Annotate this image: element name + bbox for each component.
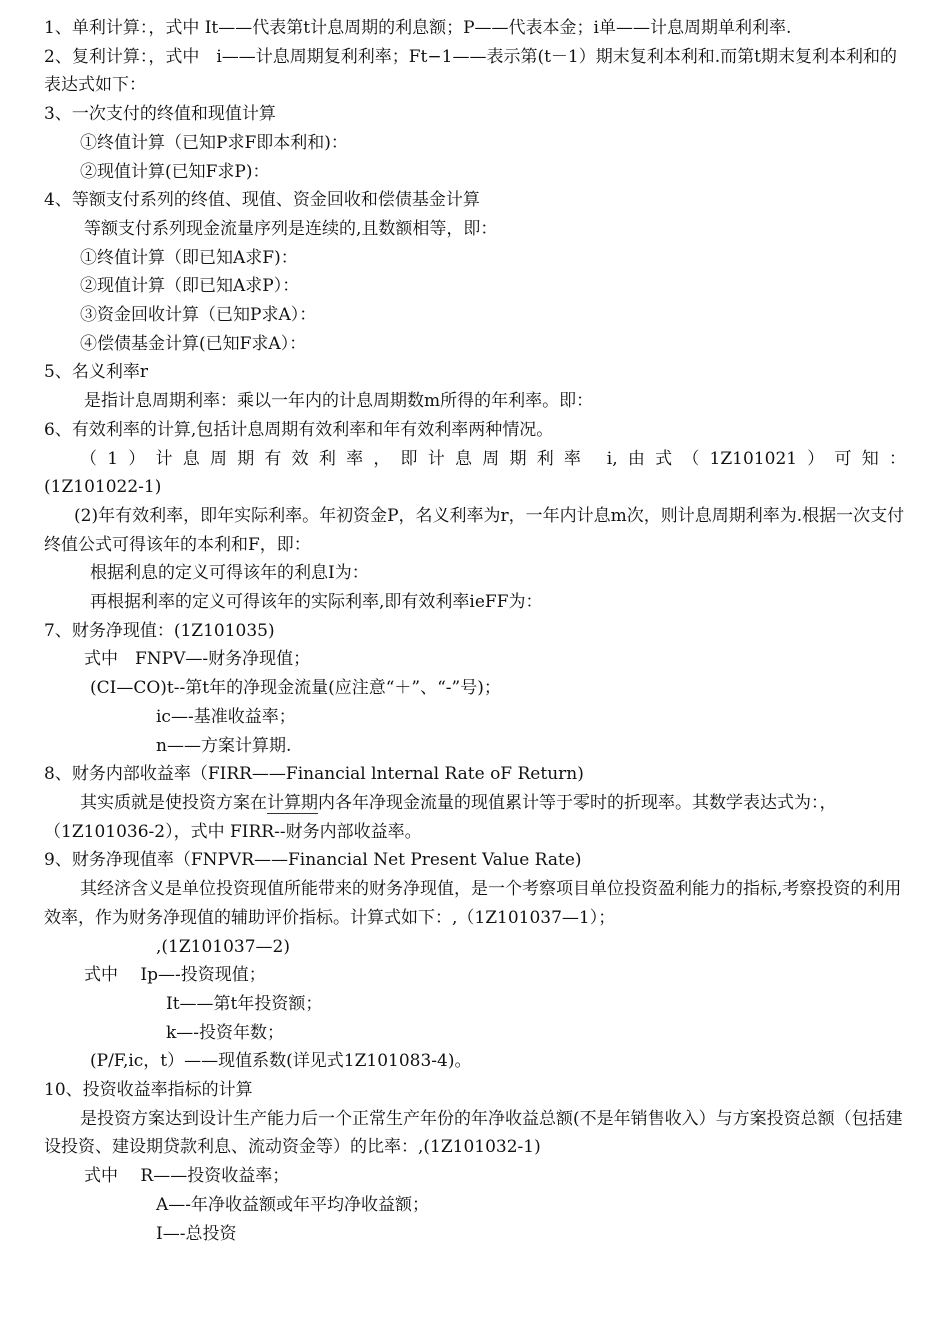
line-4: ①终值计算（已知P求F即本利和)：	[80, 132, 348, 153]
line-15: （1）计息周期有效利率，即计息周期利率 i,由式（1Z101021）可知：	[80, 448, 906, 469]
line-38: I—-总投资	[156, 1223, 237, 1244]
line-24: n——方案计算期.	[156, 735, 292, 756]
line-26-post: 内各年净现金流量的现值累计等于零时的折现率。其数学表达式为：，（1Z101036-2），式中 FIRR--财务内部收益率。	[44, 792, 837, 842]
underlined-term: 计算期	[267, 792, 318, 813]
line-23: ic—-基准收益率；	[156, 706, 296, 727]
document-page	[44, 14, 906, 1248]
line-30: 式中 Ip—-投资现值；	[84, 965, 266, 986]
line-33: (P/F,ic，t）——现值系数(详见式1Z101083-4)。	[90, 1051, 472, 1072]
line-2: 2、复利计算：，式中 i——计息周期复利利率；Ft−1——表示第(t－1）期末复利本利和.而第t期末复利本利和的表达式如下：	[44, 46, 897, 96]
line-26	[44, 789, 906, 846]
line-12: 5、名义利率r	[44, 362, 148, 383]
line-32: k—-投资年数；	[166, 1022, 285, 1043]
line-36: 式中 R——投资收益率；	[84, 1166, 290, 1187]
line-1: 1、单利计算：，式中 It——代表第t计息周期的利息额；P——代表本金；i单——计息周期单利利率.	[44, 18, 792, 38]
line-19: 再根据利率的定义可得该年的实际利率,即有效利率ieFF为：	[90, 592, 543, 613]
line-28: 其经济含义是单位投资现值所能带来的财务净现值，是一个考察项目单位投资盈利能力的指标,考察投资的利用效率，作为财务净现值的辅助评价指标。计算式如下：,（1Z101037—1）；	[44, 879, 902, 928]
line-7: 等额支付系列现金流量序列是连续的,且数额相等，即：	[84, 218, 498, 239]
line-34: 10、投资收益率指标的计算	[44, 1080, 253, 1101]
line-22: (CI—CO)t--第t年的净现金流量(应注意“＋”、“-”号)；	[90, 678, 501, 699]
line-20: 7、财务净现值：(1Z101035)	[44, 620, 275, 641]
line-21: 式中 FNPV—-财务净现值；	[84, 649, 311, 670]
line-18: 根据利息的定义可得该年的利息I为：	[90, 563, 369, 584]
line-11: ④偿债基金计算(已知F求A）：	[80, 333, 307, 354]
line-14: 6、有效利率的计算,包括计息周期有效利率和年有效利率两种情况。	[44, 419, 554, 440]
line-27: 9、财务净现值率（FNPVR——Financial Net Present Value Rate)	[44, 850, 582, 871]
line-5: ②现值计算(已知F求P)：	[80, 161, 270, 182]
line-17: (2)年有效利率，即年实际利率。年初资金P，名义利率为r，一年内计息m次，则计息周期利率为.根据一次支付终值公式可得该年的本利和F，即：	[44, 505, 905, 555]
line-37: A—-年净收益额或年平均净收益额；	[156, 1194, 430, 1215]
line-13: 是指计息周期利率：乘以一年内的计息周期数m所得的年利率。即：	[84, 391, 594, 412]
line-16: (1Z101022-1)	[44, 477, 162, 498]
line-6: 4、等额支付系列的终值、现值、资金回收和偿债基金计算	[44, 190, 480, 211]
line-35: 是投资方案达到设计生产能力后一个正常生产年份的年净收益总额(不是年销售收入）与方案投资总额（包括建设投资、建设期贷款利息、流动资金等）的比率：,(1Z101032-1)	[44, 1108, 903, 1158]
line-3: 3、一次支付的终值和现值计算	[44, 104, 276, 125]
line-10: ③资金回收计算（已知P求A）：	[80, 305, 317, 326]
line-8: ①终值计算（即已知A求F)：	[80, 247, 298, 268]
line-25: 8、财务内部收益率（FIRR——Financial lnternal Rate oF Return)	[44, 764, 584, 785]
line-31: It——第t年投资额；	[166, 993, 323, 1014]
line-9: ②现值计算（即已知A求P）：	[80, 276, 300, 297]
line-26-pre: 其实质就是使投资方案在	[80, 792, 267, 813]
line-29: ,(1Z101037—2)	[156, 936, 291, 957]
